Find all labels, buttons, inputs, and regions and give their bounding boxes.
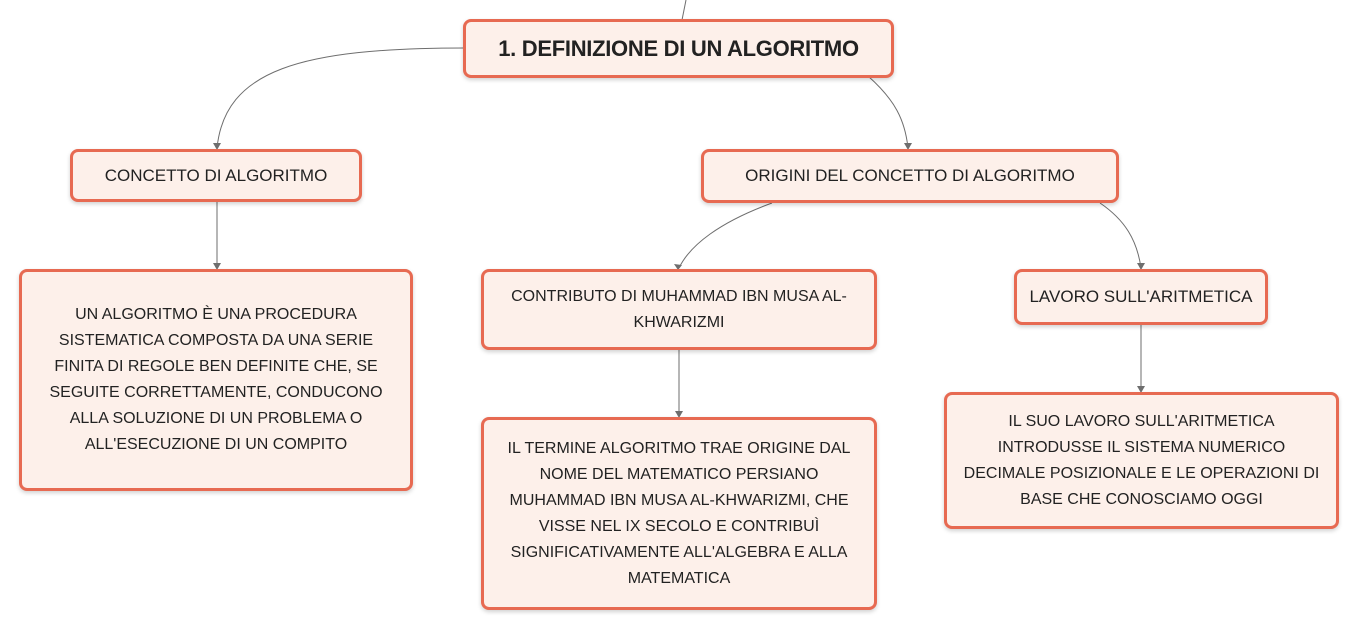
connector-root-to-concept <box>217 48 465 148</box>
detail-lavoro-aritmetica[interactable] <box>944 392 1339 529</box>
connector-origins-to-contribution <box>679 203 772 268</box>
detail-aritmetica-text: IL SUO LAVORO SULL'ARITMETICA INTRODUSSE IL SISTEMA NUMERICO DECIMALE POSIZIONALE E LE OPERAZIONI DI BASE CHE CONOSCIAMO OGGI <box>963 412 1320 508</box>
detail-definizione-text: UN ALGORITMO È UNA PROCEDURA SISTEMATICA COMPOSTA DA UNA SERIE FINITA DI REGOLE BEN DEFINITE CHE, SE SEGUITE CORRETTAMENTE, CONDUCONO ALLA SOLUZIONE DI UN PROBLEMA O ALL'ESECUZIONE DI UN COMPITO <box>49 306 383 453</box>
topic-contributo-al-khwarizmi[interactable] <box>481 269 877 350</box>
topic-origini-label: ORIGINI DEL CONCETTO DI ALGORITMO <box>745 166 1075 185</box>
topic-concetto-di-algoritmo[interactable] <box>70 149 362 202</box>
root-topic-label: 1. DEFINIZIONE DI UN ALGORITMO <box>498 35 859 61</box>
detail-origine-text: IL TERMINE ALGORITMO TRAE ORIGINE DAL NOME DEL MATEMATICO PERSIANO MUHAMMAD IBN MUSA AL-KHWARIZMI, CHE VISSE NEL IX SECOLO E CONTRIBUÌ SIGNIFICATIVAMENTE ALL'ALGEBRA E ALLA MATEMATICA <box>507 439 851 587</box>
connector-root-to-origins <box>868 76 908 148</box>
detail-definizione-algoritmo[interactable] <box>19 269 413 491</box>
topic-concetto-label: CONCETTO DI ALGORITMO <box>104 165 328 185</box>
topic-contributo-label: CONTRIBUTO DI MUHAMMAD IBN MUSA AL-KHWARIZMI <box>511 287 847 331</box>
detail-origine-termine[interactable] <box>481 417 877 610</box>
topic-lavoro-label: LAVORO SULL'ARITMETICA <box>1029 287 1253 306</box>
connector-origins-to-arithmetic <box>1100 203 1141 268</box>
topic-origini-del-concetto[interactable] <box>701 149 1119 203</box>
connector-parent-to-root <box>682 0 686 20</box>
root-topic[interactable] <box>463 19 894 78</box>
topic-lavoro-aritmetica[interactable] <box>1014 269 1268 325</box>
